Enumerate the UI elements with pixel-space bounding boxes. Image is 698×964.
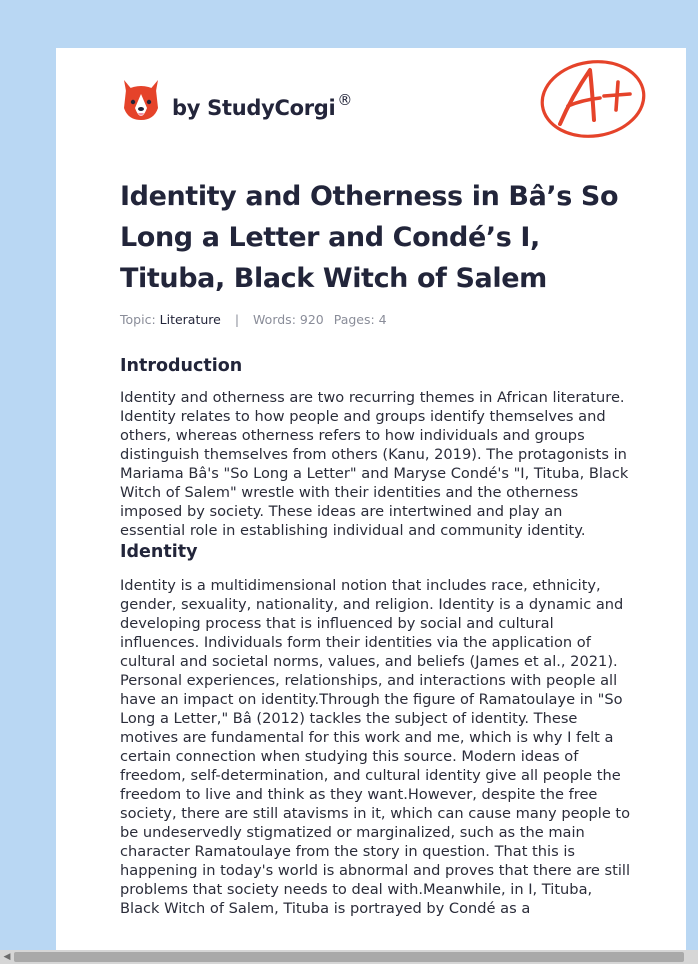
topic-label: Topic: [120, 312, 156, 327]
corgi-logo-icon [120, 78, 162, 122]
page-count: Pages: 4 [333, 312, 387, 327]
horizontal-scrollbar[interactable] [0, 950, 698, 964]
brand-name: by StudyCorgi ® [172, 90, 353, 120]
scrollbar-thumb[interactable] [14, 952, 684, 962]
studycorgi-logo[interactable] [120, 76, 352, 124]
meta-separator: | [234, 312, 240, 327]
section-body-introduction: Identity and otherness are two recurring themes in African literature. Identity relates to how people and groups identify themselves and others, whereas otherness refers to how individuals and groups distinguish themselves from others (Kanu, 2019). The protagonists in Mariama Bâ's "So Long a Letter" and Maryse Condé's "I, Tituba, Black Witch of Salem" wrestle with their identities and the otherness imposed by society. These ideas are intertwined and play an essential role in establishing individual and community identity. [120, 389, 629, 539]
essay-content [120, 354, 632, 918]
section-heading-introduction: Introduction [120, 356, 243, 376]
section-heading-identity: Identity [120, 542, 198, 562]
document-page [56, 48, 686, 950]
topic-link[interactable]: Literature [159, 312, 221, 327]
essay-meta [120, 312, 387, 327]
a-plus-grade-icon [538, 58, 648, 140]
scroll-left-arrow-icon[interactable]: ◀ [3, 952, 11, 962]
essay-title: Identity and Otherness in Bâ’s So Long a Letter and Condé’s I, Tituba, Black Witch of Salem [120, 181, 619, 294]
section-body-identity: Identity is a multidimensional notion that includes race, ethnicity, gender, sexuality, nationality, and religion. Identity is a dynamic and developing process that is influenced by social and cultural influences. Individuals form their identities via the application of cultural and societal norms, values, and beliefs (James et al., 2021). Personal experiences, relationships, and interactions with people all have an impact on identity.Through the figure of Ramatoulaye in "So Long a Letter," Bâ (2012) tackles the subject of identity. These motives are fundamental for this work and me, which is why I felt a certain connection when studying this source. Modern ideas of freedom, self-determination, and cultural identity give all people the freedom to live and think as they want.However, despite the free society, there are still atavisms in it, which can cause many people to be undeservedly stigmatized or marginalized, such as the main character Ramatoulaye from the story in question. That this is happening in today's world is abnormal and proves that there are still problems that society needs to deal with.Meanwhile, in I, Tituba, Black Witch of Salem, Tituba is portrayed by Condé as a [120, 577, 631, 917]
word-count: Words: 920 [253, 312, 324, 327]
